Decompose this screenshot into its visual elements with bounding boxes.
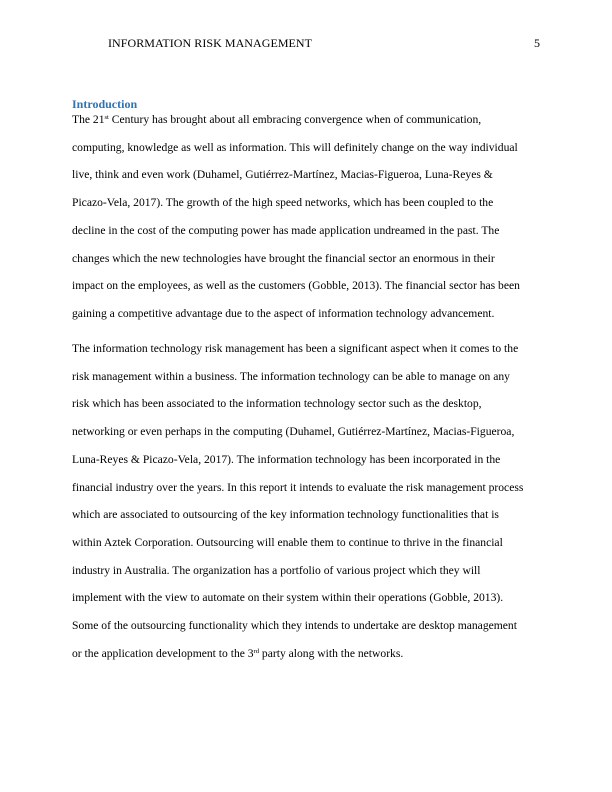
paragraph-line: implement with the view to automate on their system within their operations (Gobble, 2013). — [72, 591, 504, 605]
section-heading: Introduction — [72, 97, 138, 111]
paragraph-line — [72, 640, 542, 668]
paragraph-line: Luna-Reyes & Picazo-Vela, 2017). The information technology has been incorporated in the — [72, 452, 501, 466]
paragraph-line: risk which has been associated to the information technology sector such as the desktop, — [72, 397, 482, 411]
paragraph-line: Some of the outsourcing functionality which they intends to undertake are desktop management — [72, 619, 517, 633]
paragraph-line: within Aztek Corporation. Outsourcing will enable them to continue to thrive in the financial — [72, 535, 503, 549]
running-head: INFORMATION RISK MANAGEMENT — [108, 36, 313, 50]
line-text: or the application development to the 3 — [72, 646, 254, 660]
paragraph-1 — [72, 106, 542, 328]
ordinal-superscript: st — [104, 114, 109, 121]
page-number: 5 — [534, 36, 540, 50]
paragraph-line: financial industry over the years. In this report it intends to evaluate the risk management process — [72, 480, 524, 494]
line-text: Century has brought about all embracing convergence when of communication, — [108, 113, 482, 126]
paragraph-line: computing, knowledge as well as information. This will definitely change on the way individual — [72, 140, 518, 154]
paragraph-line: risk management within a business. The information technology can be able to manage on any — [72, 369, 510, 383]
paragraph-line: networking or even perhaps in the computing (Duhamel, Gutiérrez-Martínez, Macias-Figueroa, — [72, 425, 515, 439]
paragraph-line: industry in Australia. The organization has a portfolio of various project which they will — [72, 563, 481, 577]
paragraph-line: changes which the new technologies have brought the financial sector an enormous in their — [72, 251, 495, 265]
paragraph-2 — [72, 335, 542, 667]
paragraph-line: which are associated to outsourcing of the key information technology functionalities that is — [72, 508, 499, 522]
ordinal-superscript: rd — [253, 647, 260, 655]
paragraph-line: live, think and even work (Duhamel, Gutiérrez-Martínez, Macias-Figueroa, Luna-Reyes & — [72, 168, 493, 182]
paragraph-line: decline in the cost of the computing power has made application undreamed in the past. The — [72, 223, 500, 237]
paragraph-line: Picazo-Vela, 2017). The growth of the high speed networks, which has been coupled to the — [72, 196, 494, 210]
paragraph-line: The information technology risk management has been a significant aspect when it comes to the — [72, 342, 519, 355]
paragraph-line: impact on the employees, as well as the customers (Gobble, 2013). The financial sector has been — [72, 279, 520, 293]
line-text: party along with the networks. — [259, 646, 404, 660]
paragraph-line — [72, 106, 542, 134]
line-text: The 21 — [72, 113, 105, 126]
paragraph-line: gaining a competitive advantage due to the aspect of information technology advancement. — [72, 306, 495, 320]
